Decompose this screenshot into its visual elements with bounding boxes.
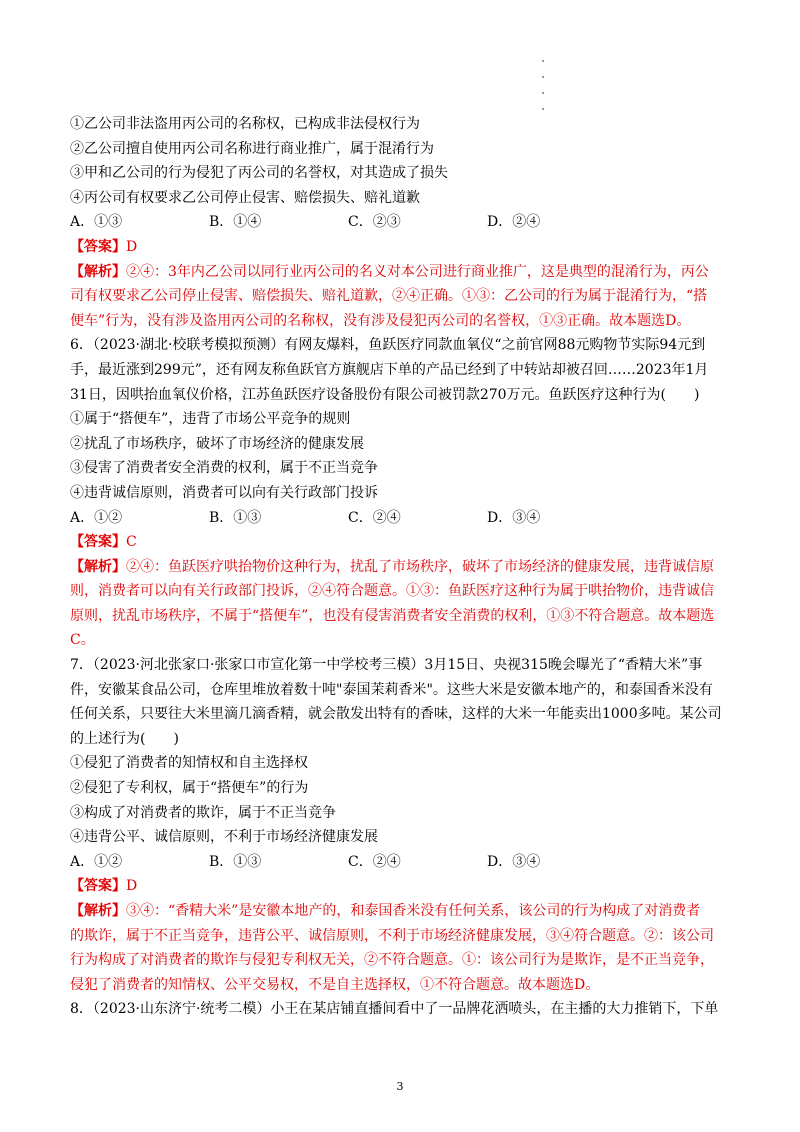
analysis-text: ②④：3年内乙公司以同行业丙公司的名义对本公司进行商业推广，这是典型的混淆行为，丙公: [126, 263, 709, 280]
option-b: B．①③: [209, 509, 262, 526]
analysis-line: 的欺诈，属于不正当竞争，违背公平、诚信原则，不利于市场经济健康发展，③④符合题意。②：该公司: [70, 927, 714, 944]
answer-label: 【答案】: [70, 534, 126, 551]
answer-options: [70, 210, 732, 235]
analysis-line: 行为构成了对消费者的欺诈与侵犯专利权无关，②不符合题意。①：该公司行为是欺诈，是不正当竞争，: [70, 952, 714, 969]
statement: ④违背诚信原则，消费者可以向有关行政部门投诉: [70, 484, 378, 501]
prev-question-block: [70, 112, 732, 333]
page-number: 3: [396, 1080, 404, 1093]
answer-options: [70, 506, 732, 531]
question-stem-line: 任何关系，只要往大米里滴几滴香精，就会散发出特有的香味，这样的大米一年能卖出1000多吨。某公司: [70, 706, 722, 723]
statement: ②侵犯了专利权，属于“搭便车”的行为: [70, 780, 309, 797]
analysis-line: 则，消费者可以向有关行政部门投诉，②④符合题意。①③：鱼跃医疗这种行为属于哄抬物价，违背诚信: [70, 583, 714, 600]
answer-line: [70, 530, 732, 555]
analysis-line: [70, 899, 732, 924]
option-b: B．①④: [209, 214, 262, 231]
statement: ③甲和乙公司的行为侵犯了丙公司的名誉权，对其造成了损失: [70, 165, 448, 182]
statement: ④违背公平、诚信原则，不利于市场经济健康发展: [70, 829, 378, 846]
answer-value: D: [126, 238, 138, 255]
answer-value: D: [126, 878, 138, 895]
option-a: A．①③: [70, 214, 123, 231]
question-stem-line: 件，安徽某食品公司，仓库里堆放着数十吨"泰国茉莉香米"。这些大米是安徽本地产的，和泰国香米没有: [70, 681, 713, 698]
option-c: C．②④: [348, 509, 401, 526]
option-a: A．①②: [70, 853, 123, 870]
answer-line: [70, 235, 732, 260]
option-c: C．②③: [348, 214, 401, 231]
analysis-line: [70, 555, 732, 580]
option-c: C．②④: [348, 853, 401, 870]
question-stem-line: 手，最近涨到299元”，还有网友称鱼跃官方旗舰店下单的产品已经到了中转站却被召回……2023年1月: [70, 361, 709, 378]
option-d: D．②④: [487, 214, 541, 231]
statement: ③侵害了消费者安全消费的权利，属于不正当竞争: [70, 460, 378, 477]
analysis-line: 侵犯了消费者的知情权、公平交易权，不是自主选择权，①不符合题意。故本题选D。: [70, 976, 600, 993]
analysis-label: 【解析】: [70, 903, 126, 919]
question-6-block: [70, 333, 732, 653]
answer-value: C: [126, 534, 137, 551]
option-b: B．①③: [209, 853, 262, 870]
answer-label: 【答案】: [70, 878, 126, 895]
question-stem-line: 6．（2023·湖北·校联考模拟预测）有网友爆料，鱼跃医疗同款血氧仪“之前官网88元购物节实际94元到: [70, 337, 706, 354]
question-stem-line: 7．（2023·河北张家口·张家口市宣化第一中学校考三模）3月15日、央视315晚会曝光了“香精大米”事: [70, 657, 703, 674]
question-stem-line: 的上述行为( ): [70, 730, 179, 747]
option-d: D．③④: [487, 509, 541, 526]
answer-line: [70, 874, 732, 899]
statement: ①侵犯了消费者的知情权和自主选择权: [70, 755, 308, 772]
document-body: [70, 112, 732, 1022]
analysis-label: 【解析】: [70, 558, 126, 575]
question-stem-line: 8．（2023·山东济宁·统考二模）小王在某店铺直播间看中了一品牌花洒喷头，在主播的大力推销下，下单: [70, 1001, 719, 1018]
question-8-block: [70, 997, 732, 1022]
analysis-text: ③④：“香精大米”是安徽本地产的，和泰国香米没有任何关系，该公司的行为构成了对消费者: [126, 903, 701, 919]
analysis-line: 原则，扰乱市场秩序，不属于“搭便车”，也没有侵害消费者安全消费的权利，①③不符合题意。故本题选: [70, 607, 715, 624]
statement: ②扰乱了市场秩序，破坏了市场经济的健康发展: [70, 435, 364, 452]
analysis-text: ②④：鱼跃医疗哄抬物价这种行为，扰乱了市场秩序，破坏了市场经济的健康发展，违背诚信原: [126, 558, 714, 575]
question-7-block: [70, 653, 732, 997]
answer-label: 【答案】: [70, 238, 126, 255]
analysis-line: [70, 260, 732, 285]
analysis-line: 司有权要求乙公司停止侵害、赔偿损失、赔礼道歉，②④正确。①③：乙公司的行为属于混淆行为，“搭: [70, 288, 708, 305]
statement: ②乙公司擅自使用丙公司名称进行商业推广，属于混淆行为: [70, 140, 434, 157]
statement: ①乙公司非法盗用丙公司的名称权，已构成非法侵权行为: [70, 116, 420, 132]
analysis-label: 【解析】: [70, 263, 126, 280]
statement: ①属于“搭便车”，违背了市场公平竞争的规则: [70, 411, 351, 428]
analysis-line: 便车”行为，没有涉及盗用丙公司的名称权，没有涉及侵犯丙公司的名誉权，①③正确。故本题选D。: [70, 312, 691, 329]
answer-options: [70, 850, 732, 875]
option-d: D．③④: [487, 853, 541, 870]
statement: ③构成了对消费者的欺诈，属于不正当竞争: [70, 804, 336, 821]
analysis-line: C。: [70, 632, 95, 649]
statement: ④丙公司有权要求乙公司停止侵害、赔偿损失、赔礼道歉: [70, 189, 420, 206]
option-a: A．①②: [70, 509, 123, 526]
question-stem-line: 31日，因哄抬血氧仪价格，江苏鱼跃医疗设备股份有限公司被罚款270万元。鱼跃医疗这种行为( ): [70, 386, 700, 403]
margin-dots-decoration: [542, 60, 546, 116]
